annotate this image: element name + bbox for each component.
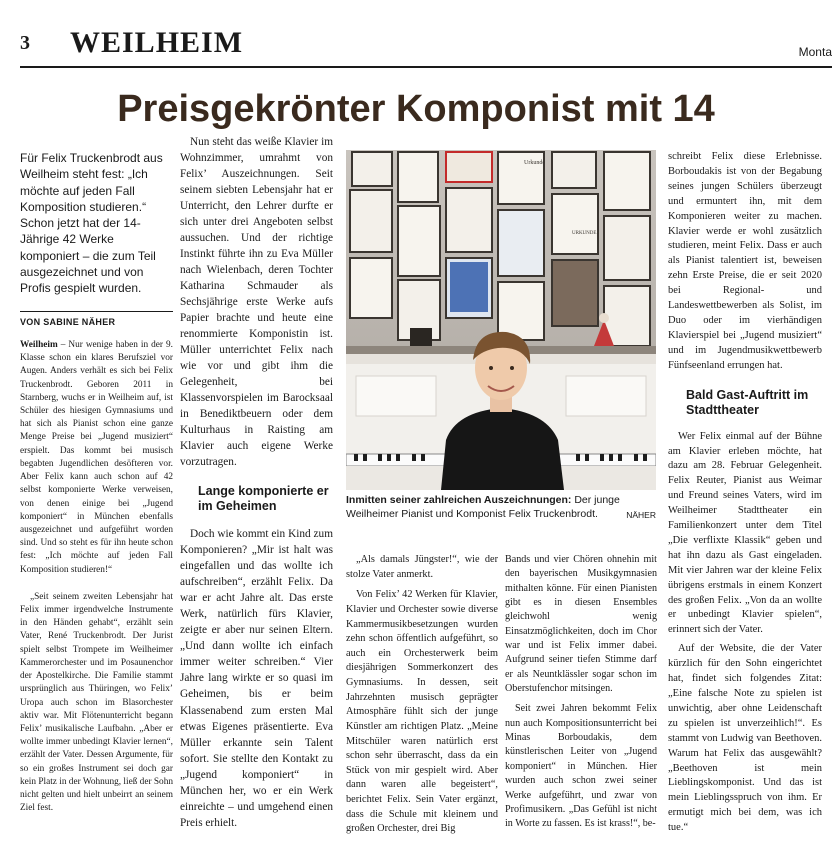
paragraph-2: „Seit seinem zweiten Lebensjahr hat Felix immer irgendwelche Instrumente in den Händen gehabt“, erzählt sein Vater, René Truckenbrodt. Der Jurist spielt selbst Trompete im Weilheimer Kammerorchester und im Posaunenchor der Apostelkirche. Die Familie stammt ursprünglich aus Thüringen, wo Felix’ Uropa auch schon im Blasorchester aktiv war. Mit Flötenunterricht begann Felix’ musikalische Laufbahn. „Aber er wollte immer unbedingt Klavier lernen“, erzählt der Vater. Dessen Argumente, für so ein großes Instrument sei doch gar kein Platz in der Wohnung, ließ der Sohn nicht gelten und hielt unbeirrt an seinem Ziel fest. <box>20 591 173 814</box>
subheading-2: Bald Gast-Auftritt im Stadttheater <box>686 387 809 417</box>
byline: VON SABINE NÄHER <box>20 311 173 329</box>
photo-caption <box>346 493 656 522</box>
photo-credit: NÄHER <box>626 510 656 520</box>
column-5 <box>668 150 822 836</box>
column-3 <box>346 553 498 837</box>
page-number: 3 <box>20 32 30 54</box>
paragraph-5: „Als damals Jüngster!“, wie der stolze Vater anmerkt. <box>346 554 498 580</box>
paragraph-1: Weilheim – Nur wenige haben in der 9. Klasse schon ein klares Berufsziel vor Augen. Anders verhält es sich bei Felix Truckenbrodt. Geboren 2011 in Starnberg, wuchs er in Weilheim auf, ist Schüler des hiesigen Gymnasiums und hat sich als Pianist schon eine ganze Menge Preise bei „Jugend musiziert“ erspielt. Das kommt bei musisch begabten Jugendlichen desöfteren vor. Aber Felix kann auch schon auf 42 selbst komponierte Werke verweisen, von denen einige bei „Jugend komponiert“ in München ebenfalls ausgezeichnet und aufgeführt worden sind. Und so steht es für ihn heute schon fest: „Ich möchte auf jeden Fall Komposition studieren!“ <box>20 339 173 575</box>
certificate-header-alt: URKUNDE <box>572 231 597 236</box>
paragraph-9: schreibt Felix diese Erlebnisse. Borboudakis ist von der Begabung seines jungen Schülers überzeugt und ermuntert ihn, mit dem Komponieren weiter zu machen. Klavier werde er wohl zusätzlich studieren, meint Felix. Dass er auch als Pianist talentiert ist, beweisen zehn Erste Preise, die er seit 2020 bei Regional- und Landeswettbewerben als Solist, im Duo oder im vierhändigen Klavierspiel bei „Jugend musiziert“ und im Jugendmusikwettbewerb Fünfseenland errungen hat. <box>668 151 822 371</box>
paragraph-7: Bands und vier Chören ohnehin mit den bayerischen Musikgymnasien mithalten könne. Für einen Pianisten gibt es in diesen Ensembles gleichwohl wenig Einsatzmöglichkeiten, doch im Chor war und ist Felix immer dabei. Aufgrund seiner tiefen Stimme darf er als Neuntklässler sogar schon im Oberstufenchor mitsingen. <box>505 554 657 695</box>
paragraph-4: Doch wie kommt ein Kind zum Komponieren? „Mir ist halt was eingefallen und das wollte ich aufschreiben“, erzählt Felix. Da war er acht Jahre alt. Das erste Werk, natürlich fürs Klavier, zeigte er aber nur seinen Eltern. „Und dann wollte ich einfach immer weiter schreiben.“ Vier Jahre lang wirkte er so quasi im Geheimen, bis er beim Klassenabend zum ersten Mal etwas Eigenes präsentierte. Eva Müller erkannte sein Talent sofort. Sie stellte den Kontakt zu „Jugend komponiert“ in München her, wo er ein Werk einreichte – und umgehend einen Preis erhielt. <box>180 528 333 829</box>
piano-photo-illustration <box>346 150 656 490</box>
article-headline: Preisgekrönter Komponist mit 14 <box>117 88 715 130</box>
certificate-header: Urkunde <box>524 160 545 166</box>
paragraph-11: Auf der Website, die der Vater kürzlich für den Sohn eingerichtet hat, findet sich folgendes Zitat: „Eine falsche Note zu spielen ist unwichtig, aber ohne Leidenschaft zu spielen ist unverzeihlich!“. Es stammt von Ludwig van Beethoven. Warum hat Felix das ausgewählt? „Beethoven ist mein Lieblingskomponist. Und das ist mein Lieblingsspruch von ihm. Er ermutigt mich bei dem, was ich tue.“ <box>668 643 822 834</box>
dateline: Weilheim <box>20 339 58 350</box>
article-photo <box>346 150 656 490</box>
article-lead: Für Felix Truckenbrodt aus Weilheim steht fest: „Ich möchte auf jeden Fall Komposition studieren.“ Schon jetzt hat der 14-Jährige 42 Werke komponiert – die zum Teil ausgezeichnet und von Profis gespielt wurden. <box>20 151 163 296</box>
paragraph-3: Nun steht das weiße Klavier im Wohnzimmer, umrahmt von Felix’ Auszeichnungen. Seit seinem siebten Lebensjahr hat er Unterricht, den Lehrer durfte er sich unter drei Angeboten selbst aussuchen. Und der richtige Instinkt führte ihn zu Eva Müller nach Wielenbach, deren Tochter Katharina Schmauder als Sechsjährige erste Werke aufs Papier brachte und heute eine renommierte Komponistin ist. Müller unterrichtet Felix nach wie vor und gibt ihm die Gelegenheit, bei Klassenvorspielen im Barocksaal in Benediktbeuern oder dem Kulturhaus in Raisting am Klavier auch eigene Werke vorzutragen. <box>180 136 333 469</box>
paragraph-10: Wer Felix einmal auf der Bühne am Klavier erleben möchte, hat dazu am 28. Februar Gelegenheit. Felix Reuter, Pianist aus Weimar und Freund seines Vaters, wird im Weilheimer Stadttheater ein Familienkonzert unter dem Titel „Die verflixte Klassik“ geben und hat ihn dazu als Gast eingeladen. Mit vier Jahren war der kleine Felix übrigens erstmals in einem Konzert des großen Felix. „Von da an wollte er unbedingt Klavier spielen“, erinnert sich der Vater. <box>668 430 822 636</box>
section-title: WEILHEIM <box>70 26 244 59</box>
paragraph-6: Von Felix’ 42 Werken für Klavier, Klavier und Orchester sowie diverse Kammermusikbesetzungen wurden zehn schon öffentlich aufgeführt, so auch ein Orchesterwerk beim diesjährigen Sommerkonzert des Gymnasiums. In dessen, seit Jahrzehnten musisch geprägter Atmosphäre fühlt sich der junge Künstler am richtigen Platz. „Meine Mitschüler waren natürlich erst schon sehr überrascht, dass da ein Stück von mir gespielt wird. Aber dann waren alle begeistert“, berichtet Felix. Sein Vater ergänzt, dass die Schule mit kleinem und großen Orchester, drei Big <box>346 589 498 835</box>
caption-lead: Inmitten seiner zahlreichen Auszeichnungen: <box>346 494 572 506</box>
column-2 <box>180 134 333 831</box>
subheading-1: Lange komponierte er im Geheimen <box>198 484 329 514</box>
column-1 <box>20 150 173 816</box>
caption-text: Der junge Weilheimer Pianist und Komponist Felix Truckenbrodt. <box>346 494 620 520</box>
masthead-rule <box>20 66 832 68</box>
column-4 <box>505 553 657 832</box>
masthead <box>20 26 832 64</box>
paragraph-8: Seit zwei Jahren bekommt Felix nun auch Kompositionsunterricht bei Minas Borboudakis, dem künstlerischen Leiter von „Jugend komponiert“ in München. Hier wurden auch schon zwei seiner Werke aufgeführt, und zwar von Profimusikern. „Das Gefühl ist nicht in Worte zu fassen. Es ist krass!“, be- <box>505 703 657 830</box>
issue-day: Monta <box>798 45 832 59</box>
